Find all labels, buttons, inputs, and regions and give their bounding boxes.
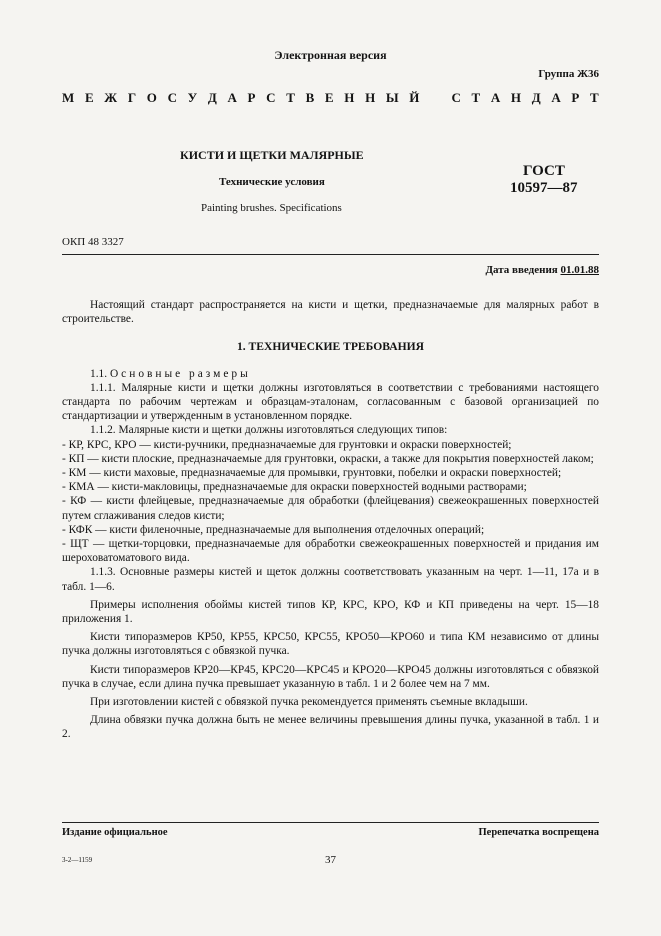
banner-letter: С [266,90,276,105]
type-item: - КМА — кисти-макловицы, предназначаемые для окраски поверхностей водными растворами; [62,481,527,494]
section-heading: 1. ТЕХНИЧЕСКИЕ ТРЕБОВАНИЯ [236,340,425,354]
banner-letter: Н [344,90,355,105]
divider [62,254,599,255]
paragraph: Длина обвязки пучка должна быть не менее величины превышения длины пучка, указанной в табл. 1 и 2. [62,714,599,741]
banner-letter: Д [531,90,541,105]
type-item: - КП — кисти плоские, предназначаемые для грунтовки, окраски, а также для покрытия поверхностей лаком; [62,452,594,465]
type-item: - КФК — кисти филеночные, предназначаемые для выполнения отделочных операций; [62,523,485,536]
banner-letter: Н [510,90,522,105]
type-item: - ЩТ — щетки-торцовки, предназначаемые для обработки свежеокрашенных поверхностей и придания им шероховатоматового вида. [62,538,599,565]
english-title: Painting brushes. Specifications [201,202,342,214]
banner-letter: А [551,90,561,105]
date-label: Дата введения [485,264,558,276]
banner-letter: А [227,90,237,105]
banner-letter: Н [365,90,376,105]
paragraph-1-1-2: 1.1.2. Малярные кисти и щетки должны изготовляться следующих типов: [90,424,448,437]
banner-letter: Е [324,90,334,105]
type-item: - КР, КРС, КРО — кисти-ручники, предназначаемые для грунтовки и окраски поверхностей; [62,438,512,451]
banner-letter: Т [286,90,295,105]
subsection-number: 1.1. [90,367,108,380]
document-body [62,298,599,742]
type-item: - КФ — кисти флейцевые, предназначаемые для обработки (флейцевания) свежеокрашенных поверхностей путем сглаживания следов кисти; [62,495,599,522]
banner-letter: Г [127,90,137,105]
page-number: 37 [325,854,336,866]
banner-letter: А [490,90,501,105]
group-label: Группа Ж36 [538,68,599,80]
banner-letter: Д [207,90,217,105]
document-subtitle: Технические условия [219,176,325,188]
standard-banner [62,90,599,106]
date-value: 01.01.88 [560,264,599,276]
banner-letter: Ы [385,90,399,105]
footer-reprint: Перепечатка воспрещена [478,827,599,838]
okp-code: ОКП 48 3327 [62,236,124,248]
banner-letter: М [62,90,75,105]
print-code: 3-2—1159 [62,856,93,864]
paragraph: Кисти типоразмеров КР50, КР55, КРС50, КРС55, КРО50—КРО60 и типа КМ независимо от длины пучка должны изготовляться с обвязкой пучка. [62,631,599,658]
gost-number: 10597—87 [510,180,578,196]
banner-letter: Ж [104,90,118,105]
footer-official: Издание официальное [62,827,168,838]
banner-letter: Е [84,90,94,105]
subsection-heading [62,367,599,381]
banner-letter: О [146,90,157,105]
document-title: КИСТИ И ЩЕТКИ МАЛЯРНЫЕ [180,148,364,162]
subsection-title: Основные размеры [109,367,251,380]
introduction-date [485,264,599,276]
type-item: - КМ — кисти маховые, предназначаемые для промывки, грунтовки, побелки и окраски поверхностей; [62,467,562,480]
gost-label: ГОСТ [523,163,565,179]
intro-paragraph: Настоящий стандарт распространяется на кисти и щетки, предназначаемые для малярных работ в строительстве. [62,299,599,326]
paragraph: Примеры исполнения обоймы кистей типов КР, КРС, КРО, КФ и КП приведены на черт. 15—18 приложения 1. [62,598,599,626]
paragraph: При изготовлении кистей с обвязкой пучка рекомендуется применять съемные вкладыши. [90,696,528,709]
banner-letter: Р [571,90,580,105]
banner-letter: С [167,90,177,105]
banner-letter: У [187,90,198,105]
banner-letter: С [451,90,461,105]
edition-label: Электронная версия [274,48,387,62]
paragraph-1-1-3: 1.1.3. Основные размеры кистей и щеток должны соответствовать указанным на черт. 1—11, 17а и в табл. 1—6. [62,566,599,593]
banner-letter: Т [471,90,481,105]
banner-letter: Р [247,90,256,105]
banner-letter: В [305,90,315,105]
banner-letter: Т [590,90,599,105]
paragraph-1-1-1: 1.1.1. Малярные кисти и щетки должны изготовляться в соответствии с требованиями настоящего стандарта по рабочим чертежам и образцам-эталонам, согласованным с базовой организацией по стандартизации и утвержденным в установленном порядке. [62,381,599,423]
footer-divider [62,822,599,823]
paragraph: Кисти типоразмеров КР20—КР45, КРС20—КРС45 и КРО20—КРО45 должны изготовляться с обвязкой пучка в случае, если длина пучка превышает указанную в табл. 1 и 2 более чем на 7 мм. [62,663,599,690]
banner-letter: Й [409,90,420,105]
